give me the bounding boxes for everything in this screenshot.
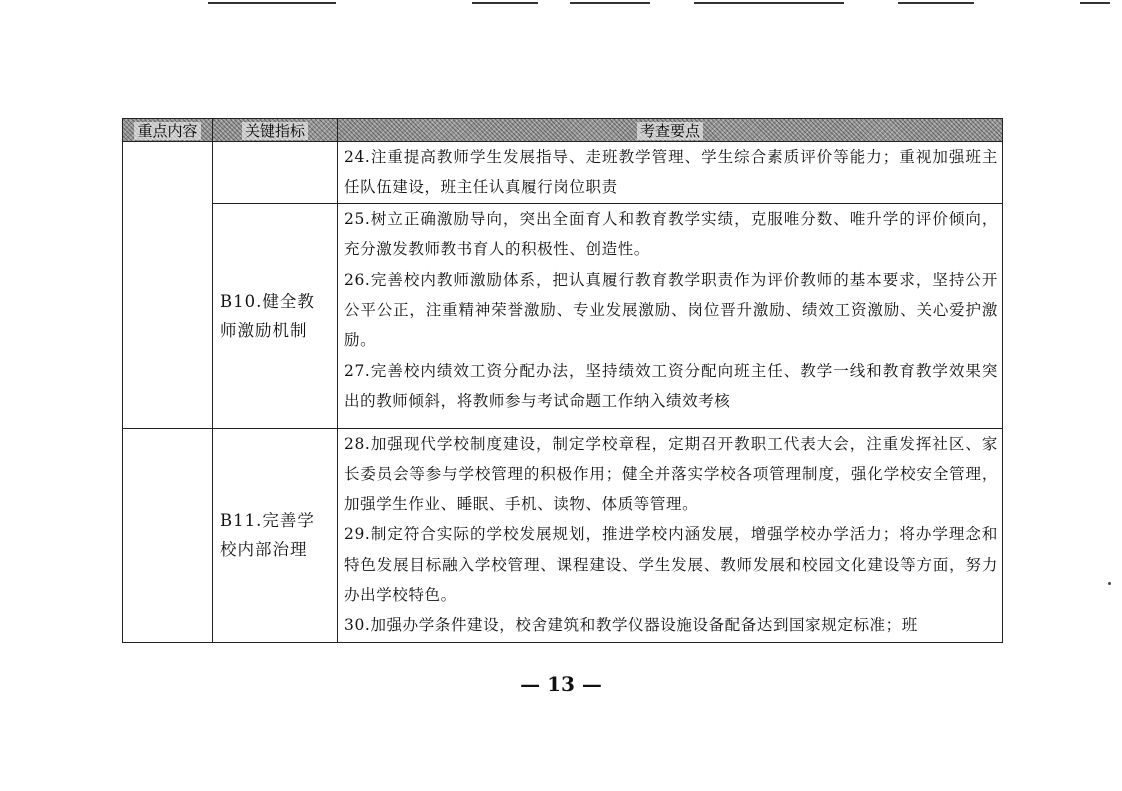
check-point: 25.树立正确激励导向，突出全面育人和教育教学实绩，克服唯分数、唯升学的评价倾向，充分激发教师教书育人的积极性、创造性。: [344, 210, 998, 259]
indicator-cell: B11.完善学校内部治理: [213, 428, 338, 642]
check-points-cell: [338, 428, 1003, 642]
page-number: — 13 —: [520, 672, 602, 696]
check-point: 28.加强现代学校制度建设，制定学校章程，定期召开教职工代表大会，注重发挥社区、家长委员会等参与学校管理的积极作用；健全并落实学校各项管理制度，强化学校安全管理，加强学生作业、睡眠、手机、读物、体质等管理。: [344, 434, 998, 514]
evaluation-table: [122, 118, 1003, 643]
key-content-cell: [123, 142, 213, 429]
check-point: 24.注重提高教师学生发展指导、走班教学管理、学生综合素质评价等能力；重视加强班主任队伍建设，班主任认真履行岗位职责: [344, 148, 998, 197]
check-point: 29.制定符合实际的学校发展规划，推进学校内涵发展，增强学校办学活力；将办学理念和特色发展目标融入学校管理、课程建设、学生发展、教师发展和校园文化建设等方面，努力办出学校特色。: [344, 525, 998, 605]
header-key-content: 重点内容: [123, 119, 213, 142]
table-row: [123, 428, 1003, 642]
check-points-cell: [338, 142, 1003, 204]
check-point: 30.加强办学条件建设，校舍建筑和教学仪器设施设备配备达到国家规定标准；班: [344, 616, 918, 635]
key-content-cell: [123, 428, 213, 642]
scan-artifact: [898, 2, 974, 4]
scan-artifact: [208, 2, 336, 4]
table-row: [123, 204, 1003, 428]
table-header-row: [123, 119, 1003, 142]
scan-speck: [1108, 582, 1111, 585]
indicator-cell: B10.健全教师激励机制: [213, 204, 338, 428]
check-point: 27.完善校内绩效工资分配办法，坚持绩效工资分配向班主任、教学一线和教育教学效果突出的教师倾斜，将教师参与考试命题工作纳入绩效考核: [344, 361, 998, 410]
header-check-points: 考查要点: [338, 119, 1003, 142]
scan-artifact: [1080, 2, 1110, 4]
scan-artifact: [570, 2, 650, 4]
check-points-cell: [338, 204, 1003, 428]
check-point: 26.完善校内教师激励体系，把认真履行教育教学职责作为评价教师的基本要求，坚持公开公平公正，注重精神荣誉激励、专业发展激励、岗位晋升激励、绩效工资激励、关心爱护激励。: [344, 270, 998, 350]
scan-artifact: [694, 2, 844, 4]
header-key-indicator: 关键指标: [213, 119, 338, 142]
table-row: [123, 142, 1003, 204]
indicator-cell: [213, 142, 338, 204]
scan-artifact: [472, 2, 538, 4]
